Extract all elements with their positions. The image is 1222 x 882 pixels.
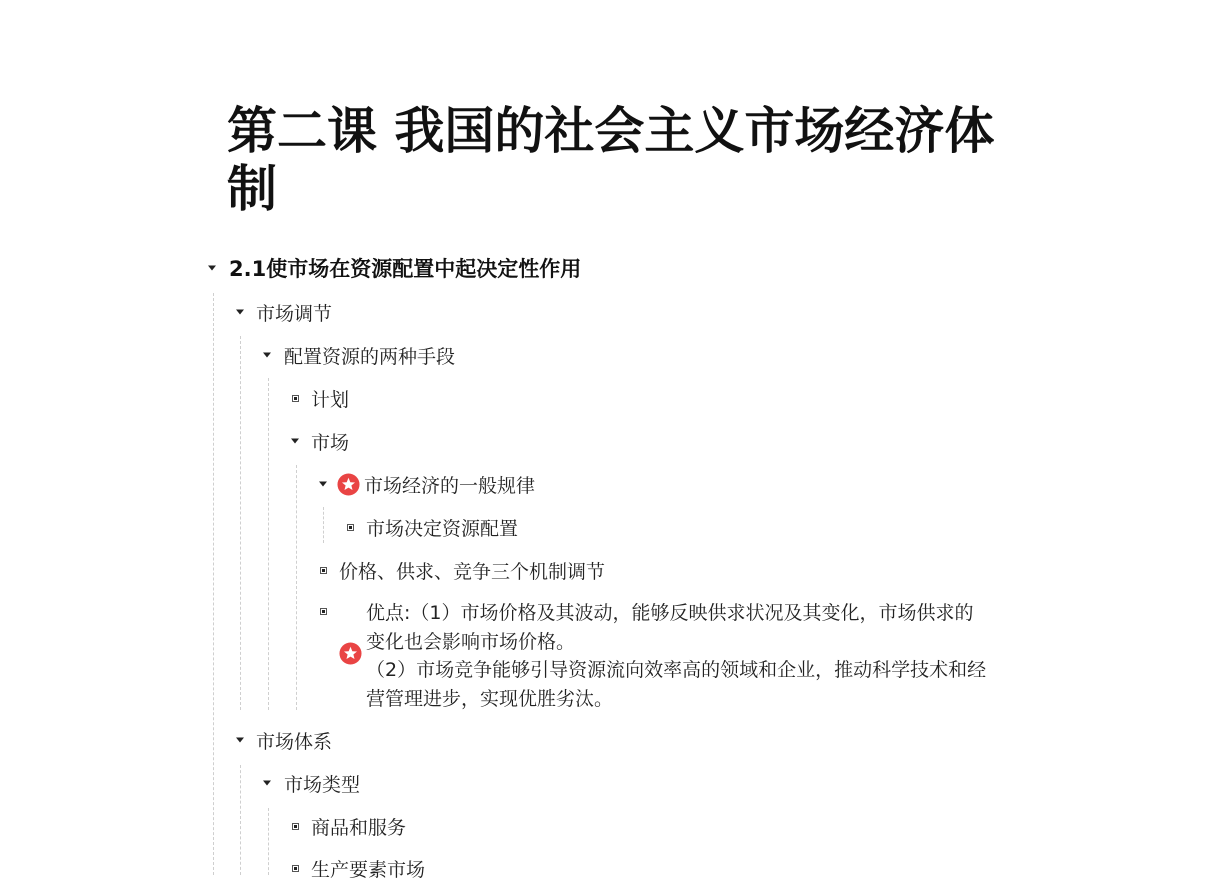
triangle-down-icon[interactable]: [288, 434, 302, 448]
square-bullet-icon: [288, 391, 302, 405]
page-title[interactable]: 第二课 我国的社会主义市场经济体制: [227, 102, 995, 218]
outline-label: 市场体系: [256, 730, 333, 753]
outline-item-market-system[interactable]: [233, 727, 332, 753]
outline-label: 市场调节: [256, 302, 333, 325]
star-icon: [339, 642, 362, 665]
outline-item-plan[interactable]: [288, 385, 349, 411]
outline-item-section-2-1[interactable]: [205, 255, 581, 281]
outline-item-market-types[interactable]: [260, 770, 360, 796]
outline-item-two-means[interactable]: [260, 342, 455, 368]
guide-line: [268, 378, 269, 710]
triangle-down-icon[interactable]: [260, 776, 274, 790]
outline-item-market-regulation[interactable]: [233, 299, 332, 325]
outline-label: 计划: [311, 388, 350, 411]
square-bullet-icon: [343, 520, 357, 534]
outline-item-general-law[interactable]: [316, 471, 535, 497]
star-icon: [337, 473, 360, 496]
advantages-line-2: （2）市场竞争能够引导资源流向效率高的领域和企业，推动科学技术和经营管理进步，实现优胜劣汰。: [366, 659, 987, 710]
outline-label: 生产要素市场: [311, 858, 426, 881]
square-bullet-icon: [316, 563, 330, 577]
outline-item-advantages-star: [339, 640, 362, 666]
triangle-down-icon[interactable]: [233, 305, 247, 319]
outline-item-advantages[interactable]: [366, 599, 991, 713]
outline-label: 配置资源的两种手段: [284, 345, 456, 368]
triangle-down-icon[interactable]: [205, 261, 219, 275]
triangle-down-icon[interactable]: [233, 733, 247, 747]
outline-label: 2.1使市场在资源配置中起决定性作用: [229, 257, 582, 281]
guide-line: [296, 465, 297, 710]
outline-item-advantages-bullet[interactable]: [316, 598, 330, 624]
guide-line: [323, 507, 324, 543]
outline-item-market-decides[interactable]: [343, 514, 518, 540]
advantages-line-1: 优点:（1）市场价格及其波动，能够反映供求状况及其变化，市场供求的变化也会影响市场价格。: [366, 602, 974, 653]
outline-item-mechanisms[interactable]: [316, 557, 605, 583]
guide-line: [240, 765, 241, 875]
outline-item-goods-services[interactable]: [288, 813, 406, 839]
guide-line: [268, 808, 269, 875]
outline-label: 市场类型: [284, 773, 361, 796]
triangle-down-icon[interactable]: [260, 348, 274, 362]
guide-line: [213, 293, 214, 875]
outline-label: 市场决定资源配置: [366, 517, 519, 540]
square-bullet-icon: [288, 819, 302, 833]
outline-item-factor-market[interactable]: [288, 855, 425, 881]
square-bullet-icon: [316, 604, 330, 618]
outline-label: 价格、供求、竞争三个机制调节: [339, 560, 606, 583]
triangle-down-icon[interactable]: [316, 477, 330, 491]
outline-label: 市场经济的一般规律: [364, 474, 536, 497]
outline-label: 商品和服务: [311, 816, 407, 839]
outline-label: 市场: [311, 431, 350, 454]
square-bullet-icon: [288, 861, 302, 875]
outline-item-market[interactable]: [288, 428, 349, 454]
guide-line: [240, 336, 241, 710]
